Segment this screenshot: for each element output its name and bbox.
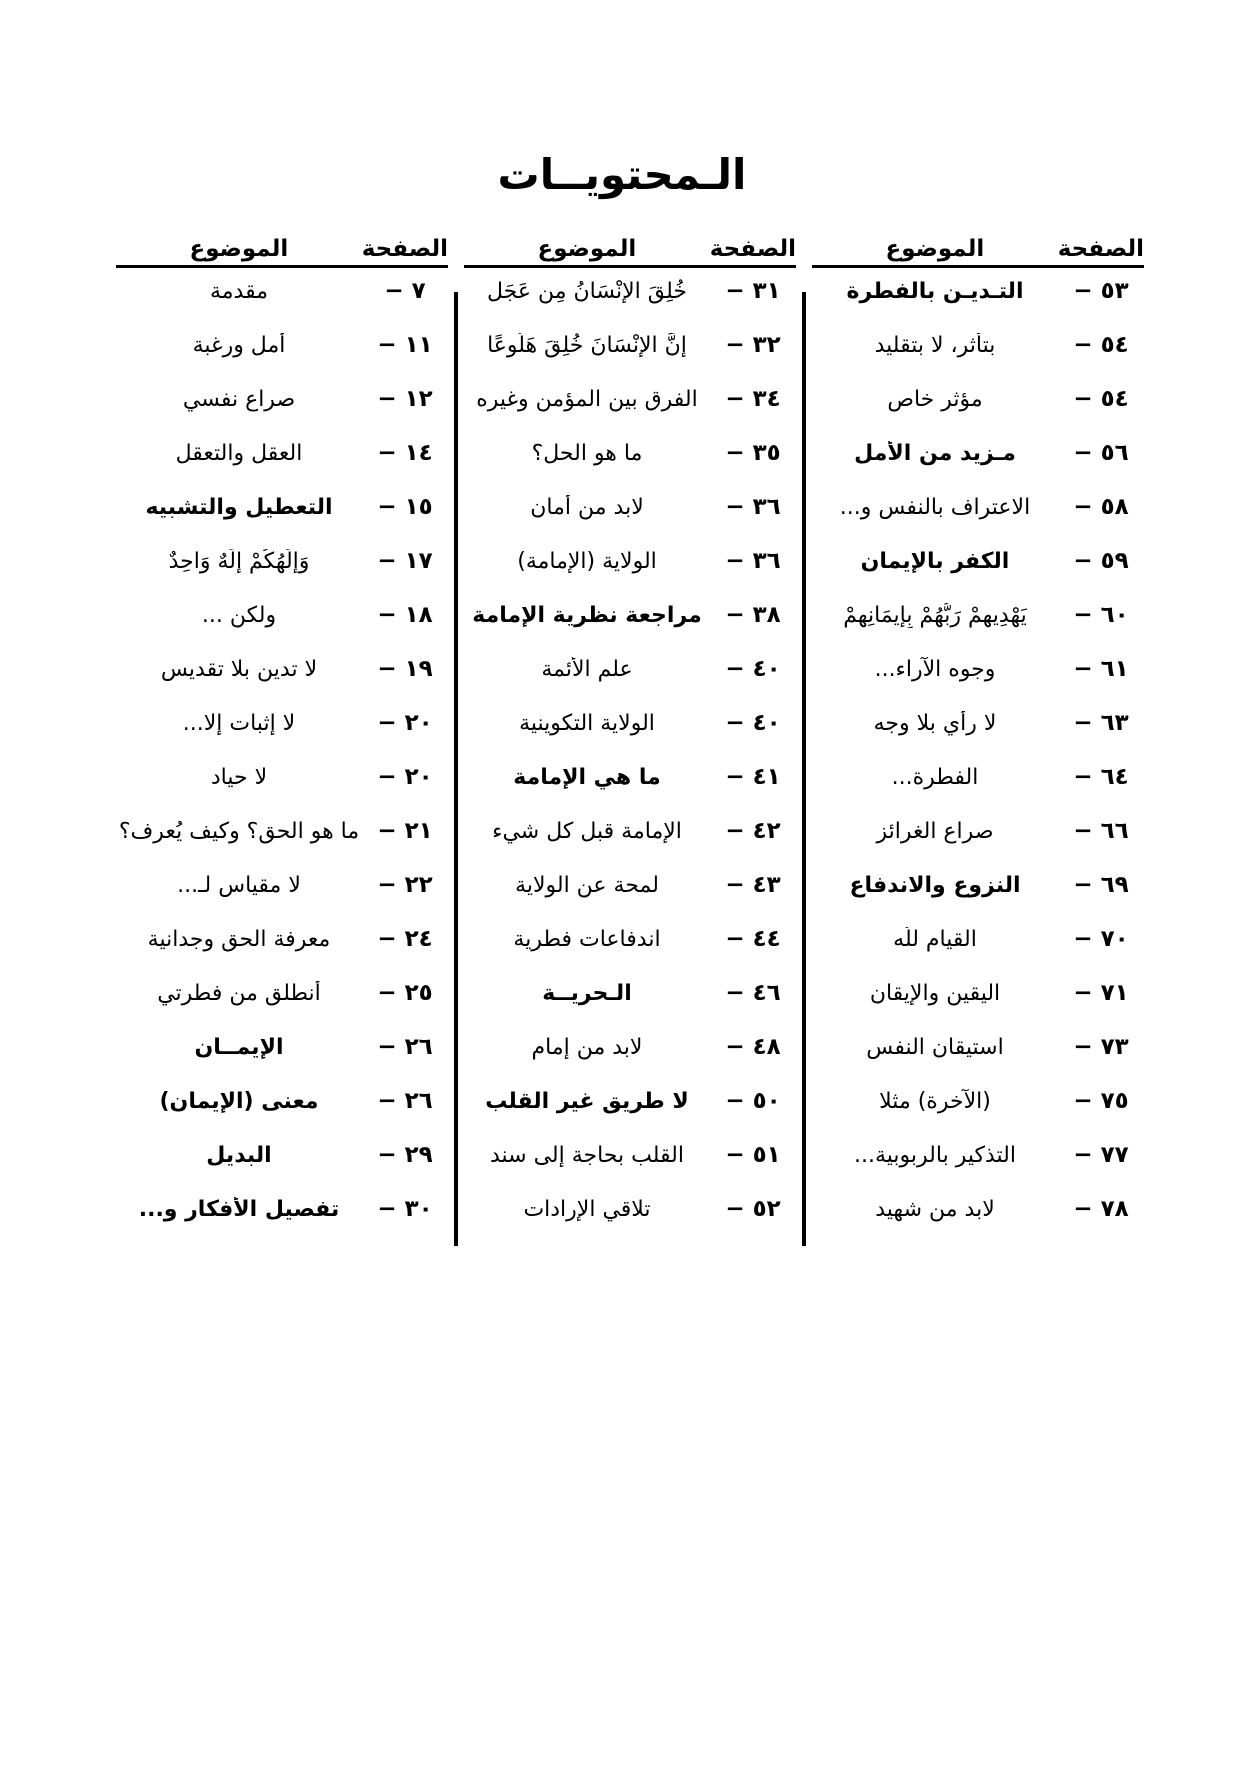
entry-page-number: ٢٥ −	[377, 980, 433, 1007]
entry-page-number: ١٧ −	[377, 548, 433, 575]
entry-page-number: ٥١ −	[725, 1142, 781, 1169]
table-row[interactable]	[100, 332, 448, 386]
header-subject-label: الموضوع	[464, 236, 710, 268]
entry-page-number: ٦٤ −	[1073, 764, 1129, 791]
entry-page-number: ٦١ −	[1073, 656, 1129, 683]
table-row[interactable]	[448, 818, 796, 872]
entry-page-number: ٥٠ −	[725, 1088, 781, 1115]
entry-subject-title: علم الأئمة	[541, 657, 633, 683]
table-row[interactable]	[448, 926, 796, 980]
table-row[interactable]	[100, 494, 448, 548]
entry-subject-title: ما هو الحق؟ وكيف يُعرف؟	[118, 819, 360, 845]
entry-page-number: ٣٨ −	[725, 602, 781, 629]
entry-page-number: ٥٦ −	[1073, 440, 1129, 467]
header-page-label: الصفحة	[362, 236, 448, 268]
entry-page-number: ٤٢ −	[725, 818, 781, 845]
entry-subject-title: تلاقي الإرادات	[523, 1197, 651, 1223]
entry-page-number: ٤٠ −	[725, 656, 781, 683]
table-row[interactable]	[796, 602, 1144, 656]
table-row[interactable]	[448, 440, 796, 494]
entry-subject-title: اليقين والإيقان	[869, 981, 1001, 1007]
entry-page-number: ٥٤ −	[1073, 332, 1129, 359]
table-row[interactable]	[448, 1088, 796, 1142]
table-row[interactable]	[100, 1034, 448, 1088]
table-row[interactable]	[796, 818, 1144, 872]
entry-page-number: ٥٢ −	[725, 1196, 781, 1223]
entry-subject-title: لا إثبات إلا...	[182, 711, 296, 737]
column-header-row	[796, 236, 1144, 268]
entry-subject-title: لابد من أمان	[530, 495, 644, 521]
column-middle	[448, 236, 796, 1250]
entry-subject-title: الإيمــان	[194, 1035, 284, 1061]
entry-page-number: ٧١ −	[1073, 980, 1129, 1007]
header-page-label: الصفحة	[1058, 236, 1144, 268]
entry-subject-title: وجوه الآراء...	[874, 657, 996, 683]
entry-page-number: ٧ −	[384, 278, 426, 305]
entry-subject-title: ما هي الإمامة	[513, 765, 661, 791]
table-row[interactable]	[100, 278, 448, 332]
table-row[interactable]	[100, 1142, 448, 1196]
entry-page-number: ٣٥ −	[725, 440, 781, 467]
entry-subject-title: الفرق بين المؤمن وغيره	[476, 387, 698, 413]
entry-subject-title: الكفر بالإيمان	[860, 549, 1010, 575]
table-row[interactable]	[448, 872, 796, 926]
table-row[interactable]	[100, 1196, 448, 1250]
column-left	[796, 236, 1144, 1250]
entry-page-number: ٢١ −	[377, 818, 433, 845]
header-subject-label: الموضوع	[812, 236, 1058, 268]
entry-subject-title: التذكير بالربوبية...	[854, 1143, 1016, 1169]
entry-subject-title: الإمامة قبل كل شيء	[492, 819, 682, 845]
entry-page-number: ٥٤ −	[1073, 386, 1129, 413]
entry-subject-title: لا رأي بلا وجه	[873, 711, 997, 737]
entry-page-number: ٧٠ −	[1073, 926, 1129, 953]
entry-subject-title: تفصيل الأفكار و...	[138, 1197, 340, 1223]
entry-page-number: ٧٧ −	[1073, 1142, 1129, 1169]
column-right	[100, 236, 448, 1250]
table-row[interactable]	[448, 710, 796, 764]
header-page-label: الصفحة	[710, 236, 796, 268]
entry-page-number: ٣٦ −	[725, 494, 781, 521]
entry-subject-title: خُلِقَ الإِنْسَانُ مِن عَجَل	[487, 279, 687, 305]
table-row[interactable]	[796, 926, 1144, 980]
entry-page-number: ٢٦ −	[377, 1088, 433, 1115]
entry-subject-title: العقل والتعقل	[175, 441, 303, 467]
entry-page-number: ٤٦ −	[725, 980, 781, 1007]
entry-subject-title: الفطرة...	[891, 765, 979, 791]
entry-subject-title: بتأثر، لا بتقليد	[874, 333, 996, 359]
entry-subject-title: الولاية التكوينية	[519, 711, 655, 737]
entry-subject-title: مـزيد من الأمل	[854, 441, 1016, 467]
entry-subject-title: صراع نفسي	[182, 387, 296, 413]
entry-subject-title: الاعتراف بالنفس و...	[839, 495, 1031, 521]
entry-subject-title: وَإِلَهُكُمْ إِلَهٌ وَاحِدٌ	[168, 549, 310, 575]
entry-subject-title: لابد من إمام	[531, 1035, 643, 1061]
entry-page-number: ٤٣ −	[725, 872, 781, 899]
table-row[interactable]	[448, 386, 796, 440]
table-row[interactable]	[796, 656, 1144, 710]
entry-page-number: ٤٤ −	[725, 926, 781, 953]
table-row[interactable]	[796, 1196, 1144, 1250]
entry-page-number: ٣١ −	[725, 278, 781, 305]
entry-subject-title: معرفة الحق وجدانية	[147, 927, 331, 953]
entry-page-number: ٧٨ −	[1073, 1196, 1129, 1223]
table-row[interactable]	[448, 602, 796, 656]
entry-subject-title: لابد من شهيد	[875, 1197, 995, 1223]
entry-page-number: ٧٥ −	[1073, 1088, 1129, 1115]
entry-subject-title: ما هو الحل؟	[531, 441, 643, 467]
entry-page-number: ١٤ −	[377, 440, 433, 467]
table-row[interactable]	[448, 1196, 796, 1250]
table-row[interactable]	[100, 872, 448, 926]
table-row[interactable]	[448, 980, 796, 1034]
entry-page-number: ٤٠ −	[725, 710, 781, 737]
entry-page-number: ١٨ −	[377, 602, 433, 629]
entry-subject-title: اندفاعات فطرية	[513, 927, 661, 953]
table-row[interactable]	[796, 710, 1144, 764]
table-row[interactable]	[100, 818, 448, 872]
entry-page-number: ١٩ −	[377, 656, 433, 683]
entry-page-number: ٥٩ −	[1073, 548, 1129, 575]
entry-subject-title: لا طريق غير القلب	[485, 1089, 689, 1115]
table-row[interactable]	[796, 332, 1144, 386]
table-row[interactable]	[448, 1142, 796, 1196]
table-row[interactable]	[796, 764, 1144, 818]
entry-page-number: ٣٤ −	[725, 386, 781, 413]
entry-page-number: ٢٤ −	[377, 926, 433, 953]
table-row[interactable]	[796, 1088, 1144, 1142]
entry-page-number: ٦٣ −	[1073, 710, 1129, 737]
column-header-row	[100, 236, 448, 268]
table-row[interactable]	[100, 386, 448, 440]
entry-page-number: ١٢ −	[377, 386, 433, 413]
entry-subject-title: القلب بحاجة إلى سند	[489, 1143, 684, 1169]
table-row[interactable]	[100, 1088, 448, 1142]
entry-page-number: ٢٠ −	[377, 764, 433, 791]
entry-subject-title: لا مقياس لـ...	[177, 873, 301, 899]
entry-subject-title: مؤثر خاص	[887, 387, 983, 413]
table-row[interactable]	[448, 1034, 796, 1088]
table-of-contents	[0, 236, 1244, 1250]
entry-page-number: ٤٨ −	[725, 1034, 781, 1061]
table-row[interactable]	[796, 1034, 1144, 1088]
table-row[interactable]	[796, 494, 1144, 548]
table-row[interactable]	[448, 764, 796, 818]
entry-subject-title: أمل ورغبة	[192, 333, 286, 359]
entry-subject-title: مقدمة	[209, 279, 269, 305]
entry-subject-title: الولاية (الإمامة)	[517, 549, 657, 575]
table-row[interactable]	[448, 332, 796, 386]
entry-page-number: ١٥ −	[377, 494, 433, 521]
page-title: الـمحتويــات	[497, 150, 747, 199]
entry-page-number: ٢٩ −	[377, 1142, 433, 1169]
entry-subject-title: القيام للّه	[893, 927, 977, 953]
header-subject-label: الموضوع	[116, 236, 362, 268]
table-row[interactable]	[448, 548, 796, 602]
entry-subject-title: معنى (الإيمان)	[159, 1089, 319, 1115]
entry-page-number: ٤١ −	[725, 764, 781, 791]
entry-subject-title: (الآخرة) مثلا	[879, 1089, 991, 1115]
table-row[interactable]	[448, 278, 796, 332]
entry-subject-title: التعطيل والتشبيه	[145, 495, 333, 521]
table-row[interactable]	[100, 764, 448, 818]
entry-page-number: ٦٩ −	[1073, 872, 1129, 899]
entry-subject-title: البديل	[206, 1143, 272, 1169]
table-row[interactable]	[796, 1142, 1144, 1196]
entry-subject-title: الـحريــة	[542, 981, 632, 1007]
table-row[interactable]	[796, 386, 1144, 440]
entry-subject-title: يَهْدِيهِمْ رَبُّهُمْ بِإيمَانِهِمْ	[843, 603, 1027, 629]
entry-subject-title: النزوع والاندفاع	[849, 873, 1021, 899]
table-row[interactable]	[100, 926, 448, 980]
entry-subject-title: أنطلق من فطرتي	[157, 981, 321, 1007]
table-row[interactable]	[100, 980, 448, 1034]
table-row[interactable]	[100, 710, 448, 764]
entry-page-number: ٧٣ −	[1073, 1034, 1129, 1061]
table-row[interactable]	[100, 548, 448, 602]
entry-page-number: ٥٨ −	[1073, 494, 1129, 521]
table-row[interactable]	[448, 656, 796, 710]
table-row[interactable]	[796, 278, 1144, 332]
table-row[interactable]	[100, 602, 448, 656]
entry-page-number: ٢٠ −	[377, 710, 433, 737]
entry-page-number: ١١ −	[377, 332, 433, 359]
entry-subject-title: صراع الغرائز	[876, 819, 994, 845]
entry-page-number: ٦٠ −	[1073, 602, 1129, 629]
entry-page-number: ٢٢ −	[377, 872, 433, 899]
entry-page-number: ٣٢ −	[725, 332, 781, 359]
entry-page-number: ٢٦ −	[377, 1034, 433, 1061]
entry-subject-title: لا حياد	[210, 765, 268, 791]
table-row[interactable]	[100, 656, 448, 710]
entry-subject-title: لمحة عن الولاية	[515, 873, 659, 899]
table-row[interactable]	[796, 872, 1144, 926]
table-row[interactable]	[448, 494, 796, 548]
entry-subject-title: استيقان النفس	[866, 1035, 1004, 1061]
table-row[interactable]	[100, 440, 448, 494]
table-row[interactable]	[796, 980, 1144, 1034]
entry-subject-title: لا تدين بلا تقديس	[160, 657, 318, 683]
entry-page-number: ٦٦ −	[1073, 818, 1129, 845]
table-row[interactable]	[796, 440, 1144, 494]
table-row[interactable]	[796, 548, 1144, 602]
entry-subject-title: إنَّ الإِنْسَانَ خُلِقَ هَلُوعًا	[487, 333, 687, 359]
entry-page-number: ٥٣ −	[1073, 278, 1129, 305]
column-header-row	[448, 236, 796, 268]
entry-subject-title: مراجعة نظرية الإمامة	[472, 603, 702, 629]
entry-subject-title: ولكن ...	[201, 603, 277, 629]
entry-page-number: ٣٠ −	[377, 1196, 433, 1223]
entry-subject-title: التـديـن بالفطرة	[846, 279, 1024, 305]
entry-page-number: ٣٦ −	[725, 548, 781, 575]
